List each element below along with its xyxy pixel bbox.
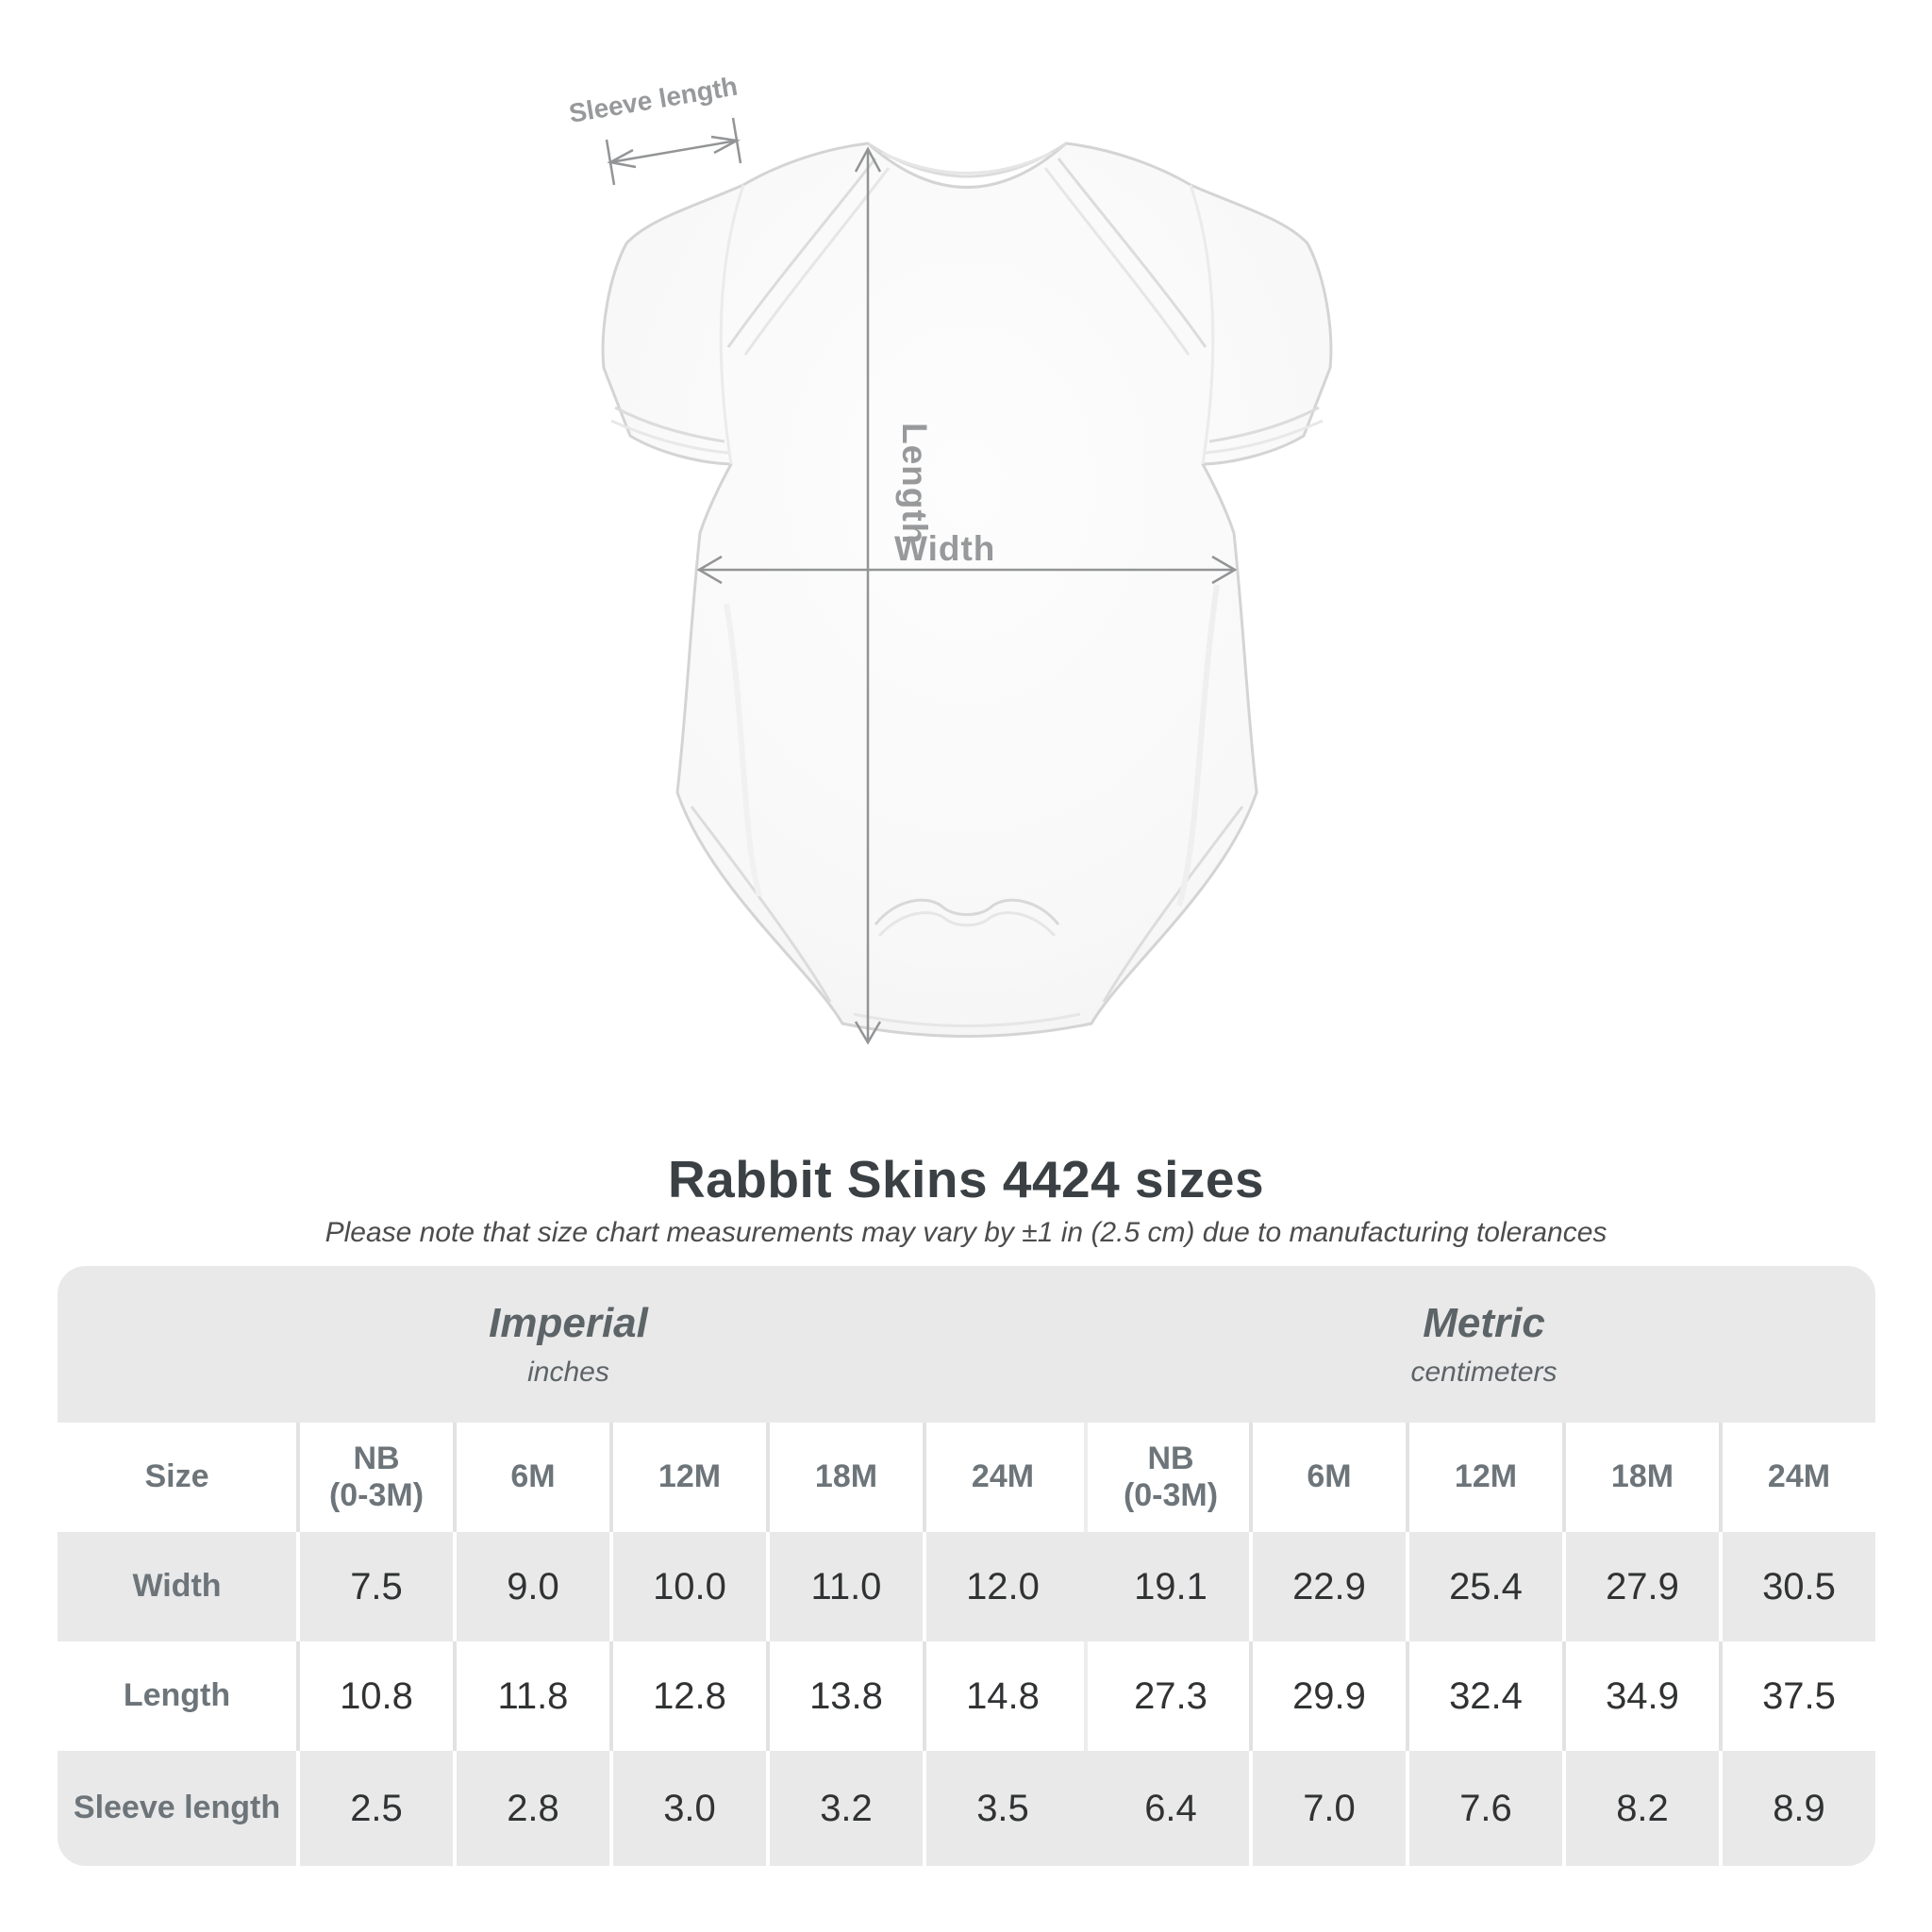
table-cell: 10.8 (296, 1641, 453, 1751)
table-cell: 32.4 (1406, 1641, 1562, 1751)
group-divider (1079, 1751, 1092, 1866)
imperial-label: Imperial (489, 1300, 648, 1346)
table-row-sleeve-length (58, 1751, 1875, 1866)
column-header (1092, 1423, 1249, 1532)
column-header (923, 1423, 1079, 1532)
column-header-line1: 12M (1454, 1458, 1518, 1495)
column-header-line1: 24M (1767, 1458, 1831, 1495)
imperial-unit-label: inches (527, 1357, 609, 1388)
group-divider (1079, 1532, 1092, 1641)
table-cell: 25.4 (1406, 1532, 1562, 1641)
bodysuit-outline (603, 143, 1331, 1037)
column-header-line1: 18M (814, 1458, 878, 1495)
column-header-line2: (0-3M) (1123, 1477, 1219, 1513)
table-cell: 13.8 (766, 1641, 923, 1751)
group-divider (1079, 1423, 1092, 1532)
tolerance-note: Please note that size chart measurements may vary by ±1 in (2.5 cm) due to manufacturing tolerances (325, 1217, 1607, 1248)
table-row-width (58, 1532, 1875, 1641)
column-header-line2: (0-3M) (328, 1477, 425, 1513)
column-header (453, 1423, 609, 1532)
table-cell: 2.5 (296, 1751, 453, 1866)
table-cell: 6.4 (1144, 1788, 1197, 1829)
column-header (1406, 1423, 1562, 1532)
column-header (609, 1423, 766, 1532)
column-header-line1: NB (353, 1440, 400, 1476)
width-label: Width (894, 529, 996, 568)
table-cell: 11.0 (766, 1532, 923, 1641)
row-label: Sleeve length (73, 1790, 281, 1826)
table-cell: 12.0 (923, 1532, 1079, 1641)
table-cell: 37.5 (1719, 1641, 1875, 1751)
table-cell: 27.9 (1562, 1532, 1719, 1641)
table-cell: 2.8 (453, 1751, 609, 1866)
table-cell: 10.0 (609, 1532, 766, 1641)
table-cell: 3.2 (766, 1751, 923, 1866)
size-column-header: Size (144, 1458, 209, 1495)
column-header (1249, 1423, 1406, 1532)
table-cell: 34.9 (1562, 1641, 1719, 1751)
table-row-length (58, 1641, 1875, 1751)
table-cell: 8.2 (1562, 1751, 1719, 1866)
column-header-line1: NB (1147, 1440, 1194, 1476)
baby-bodysuit-illustration (528, 38, 1415, 1132)
metric-unit-label: centimeters (1410, 1357, 1557, 1388)
table-cell: 3.5 (923, 1751, 1079, 1866)
column-header (766, 1423, 923, 1532)
table-cell: 7.5 (296, 1532, 453, 1641)
metric-label: Metric (1423, 1300, 1545, 1346)
page-title: Rabbit Skins 4424 sizes (667, 1150, 1265, 1208)
column-header (1719, 1423, 1875, 1532)
column-header-line1: 6M (1307, 1458, 1352, 1495)
sleeve-length-arrow (607, 118, 741, 185)
row-label: Length (123, 1677, 231, 1714)
column-header-line1: 6M (510, 1458, 556, 1495)
table-cell: 29.9 (1249, 1641, 1406, 1751)
table-cell: 19.1 (1134, 1566, 1208, 1607)
table-cell: 12.8 (609, 1641, 766, 1751)
column-header-line1: 12M (658, 1458, 722, 1495)
row-label: Width (132, 1568, 222, 1605)
table-cell: 22.9 (1249, 1532, 1406, 1641)
column-header-line1: 18M (1610, 1458, 1674, 1495)
table-cell: 8.9 (1719, 1751, 1875, 1866)
table-cell: 14.8 (923, 1641, 1079, 1751)
column-header (296, 1423, 453, 1532)
table-cell: 27.3 (1134, 1675, 1208, 1717)
metric-group-header (1092, 1266, 1875, 1423)
table-cell: 11.8 (453, 1641, 609, 1751)
table-cell: 7.0 (1249, 1751, 1406, 1866)
imperial-group-header (58, 1266, 1079, 1423)
sleeve-length-label: Sleeve length (566, 71, 741, 128)
size-chart-table (58, 1266, 1875, 1866)
table-cell: 9.0 (453, 1532, 609, 1641)
group-divider (1079, 1641, 1092, 1751)
table-cell: 7.6 (1406, 1751, 1562, 1866)
table-cell: 30.5 (1719, 1532, 1875, 1641)
column-header-line1: 24M (971, 1458, 1035, 1495)
unit-group-band (58, 1266, 1875, 1423)
length-label: Length (895, 423, 934, 545)
table-header-row (58, 1423, 1875, 1532)
table-cell: 3.0 (609, 1751, 766, 1866)
column-header (1562, 1423, 1719, 1532)
